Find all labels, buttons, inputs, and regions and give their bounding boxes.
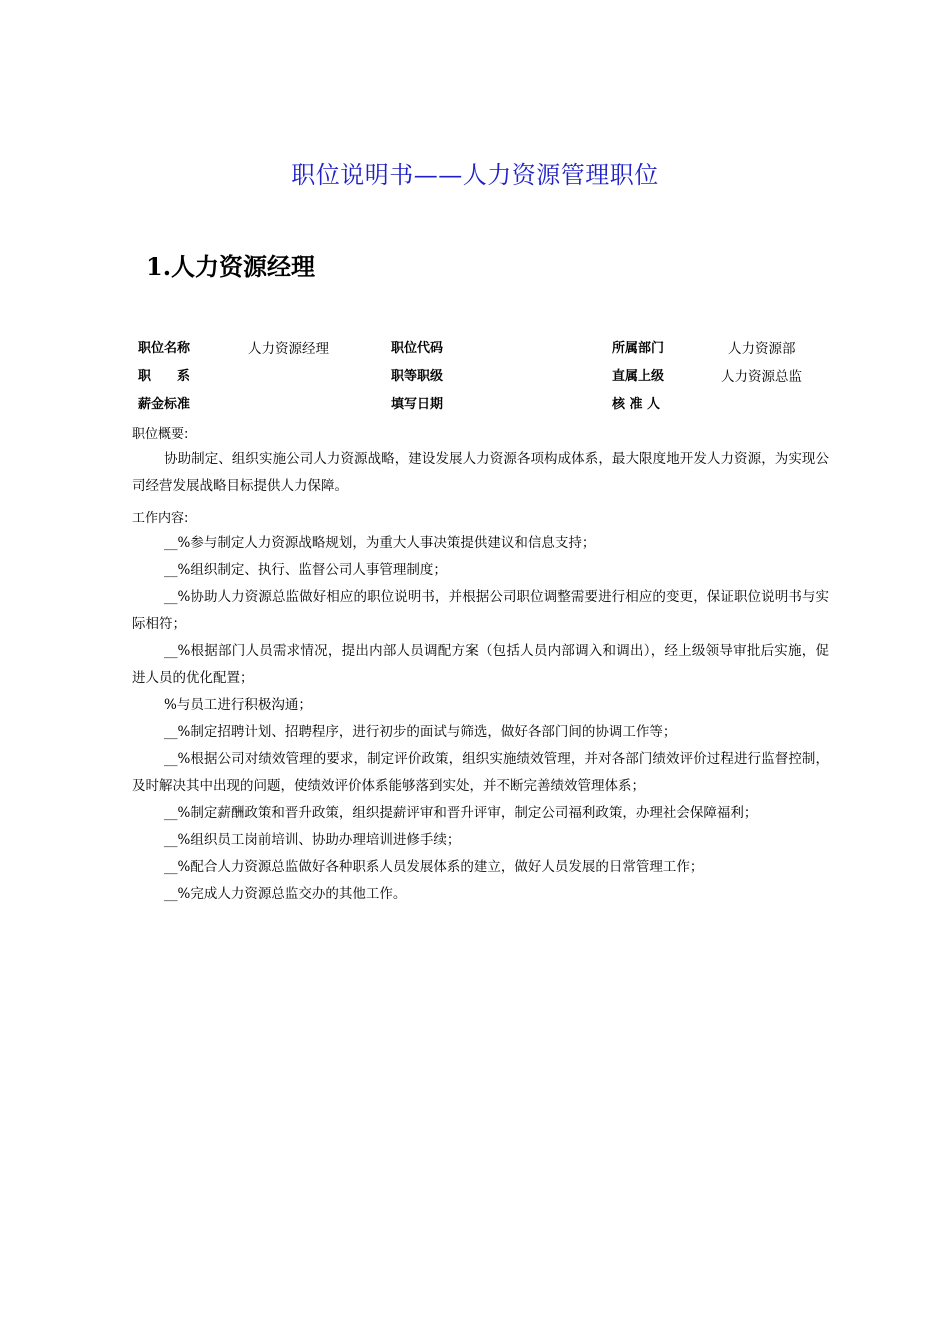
label-job-code: 职位代码	[391, 341, 444, 356]
info-row	[138, 391, 828, 419]
info-row	[138, 363, 828, 391]
duty-item: __%协助人力资源总监做好相应的职位说明书，并根据公司职位调整需要进行相应的变更，保证职位说明书与实际相符；	[132, 589, 829, 632]
duty-item: __%组织员工岗前培训、协助办理培训进修手续；	[164, 832, 461, 848]
duty-item: __%组织制定、执行、监督公司人事管理制度；	[164, 562, 447, 578]
duty-item: __%制定招聘计划、招聘程序，进行初步的面试与筛选，做好各部门间的协调工作等；	[164, 724, 677, 740]
duty-item: __%参与制定人力资源战略规划，为重大人事决策提供建议和信息支持；	[164, 535, 596, 551]
section-heading: 1.人力资源经理	[146, 252, 316, 281]
label-supervisor: 直属上级	[612, 369, 665, 384]
value-job-title: 人力资源经理	[248, 341, 329, 357]
summary-text: 协助制定、组织实施公司人力资源战略，建设发展人力资源各项构成体系，最大限度地开发人力资源，为实现公司经营发展战略目标提供人力保障。	[132, 451, 829, 494]
duty-item: %与员工进行积极沟通；	[164, 697, 312, 713]
label-approver: 核 准 人	[612, 397, 661, 412]
label-fill-date: 填写日期	[391, 397, 444, 412]
summary-label: 职位概要:	[132, 427, 189, 442]
label-salary: 薪金标准	[138, 397, 191, 412]
value-supervisor: 人力资源总监	[721, 369, 802, 385]
duty-item: __%根据部门人员需求情况，提出内部人员调配方案（包括人员内部调入和调出），经上级领导审批后实施，促进人员的优化配置；	[132, 643, 829, 686]
label-job-family: 职 系	[138, 369, 191, 384]
duty-list	[132, 530, 829, 908]
label-grade: 职等职级	[391, 369, 444, 384]
info-row	[138, 335, 828, 363]
value-department: 人力资源部	[728, 341, 796, 357]
document-title: 职位说明书——人力资源管理职位	[291, 161, 659, 189]
job-info-table	[138, 335, 828, 419]
label-department: 所属部门	[612, 341, 665, 356]
duty-item: __%制定薪酬政策和晋升政策，组织提薪评审和晋升评审，制定公司福利政策，办理社会保障福利；	[164, 805, 758, 821]
label-job-title: 职位名称	[138, 341, 191, 356]
duty-item: __%配合人力资源总监做好各种职系人员发展体系的建立，做好人员发展的日常管理工作；	[164, 859, 704, 875]
duty-item: __%完成人力资源总监交办的其他工作。	[164, 886, 407, 902]
work-label: 工作内容:	[132, 511, 189, 526]
duty-item: __%根据公司对绩效管理的要求，制定评价政策，组织实施绩效管理，并对各部门绩效评价过程进行监督控制，及时解决其中出现的问题，使绩效评价体系能够落到实处，并不断完善绩效管理体系；	[132, 751, 829, 794]
